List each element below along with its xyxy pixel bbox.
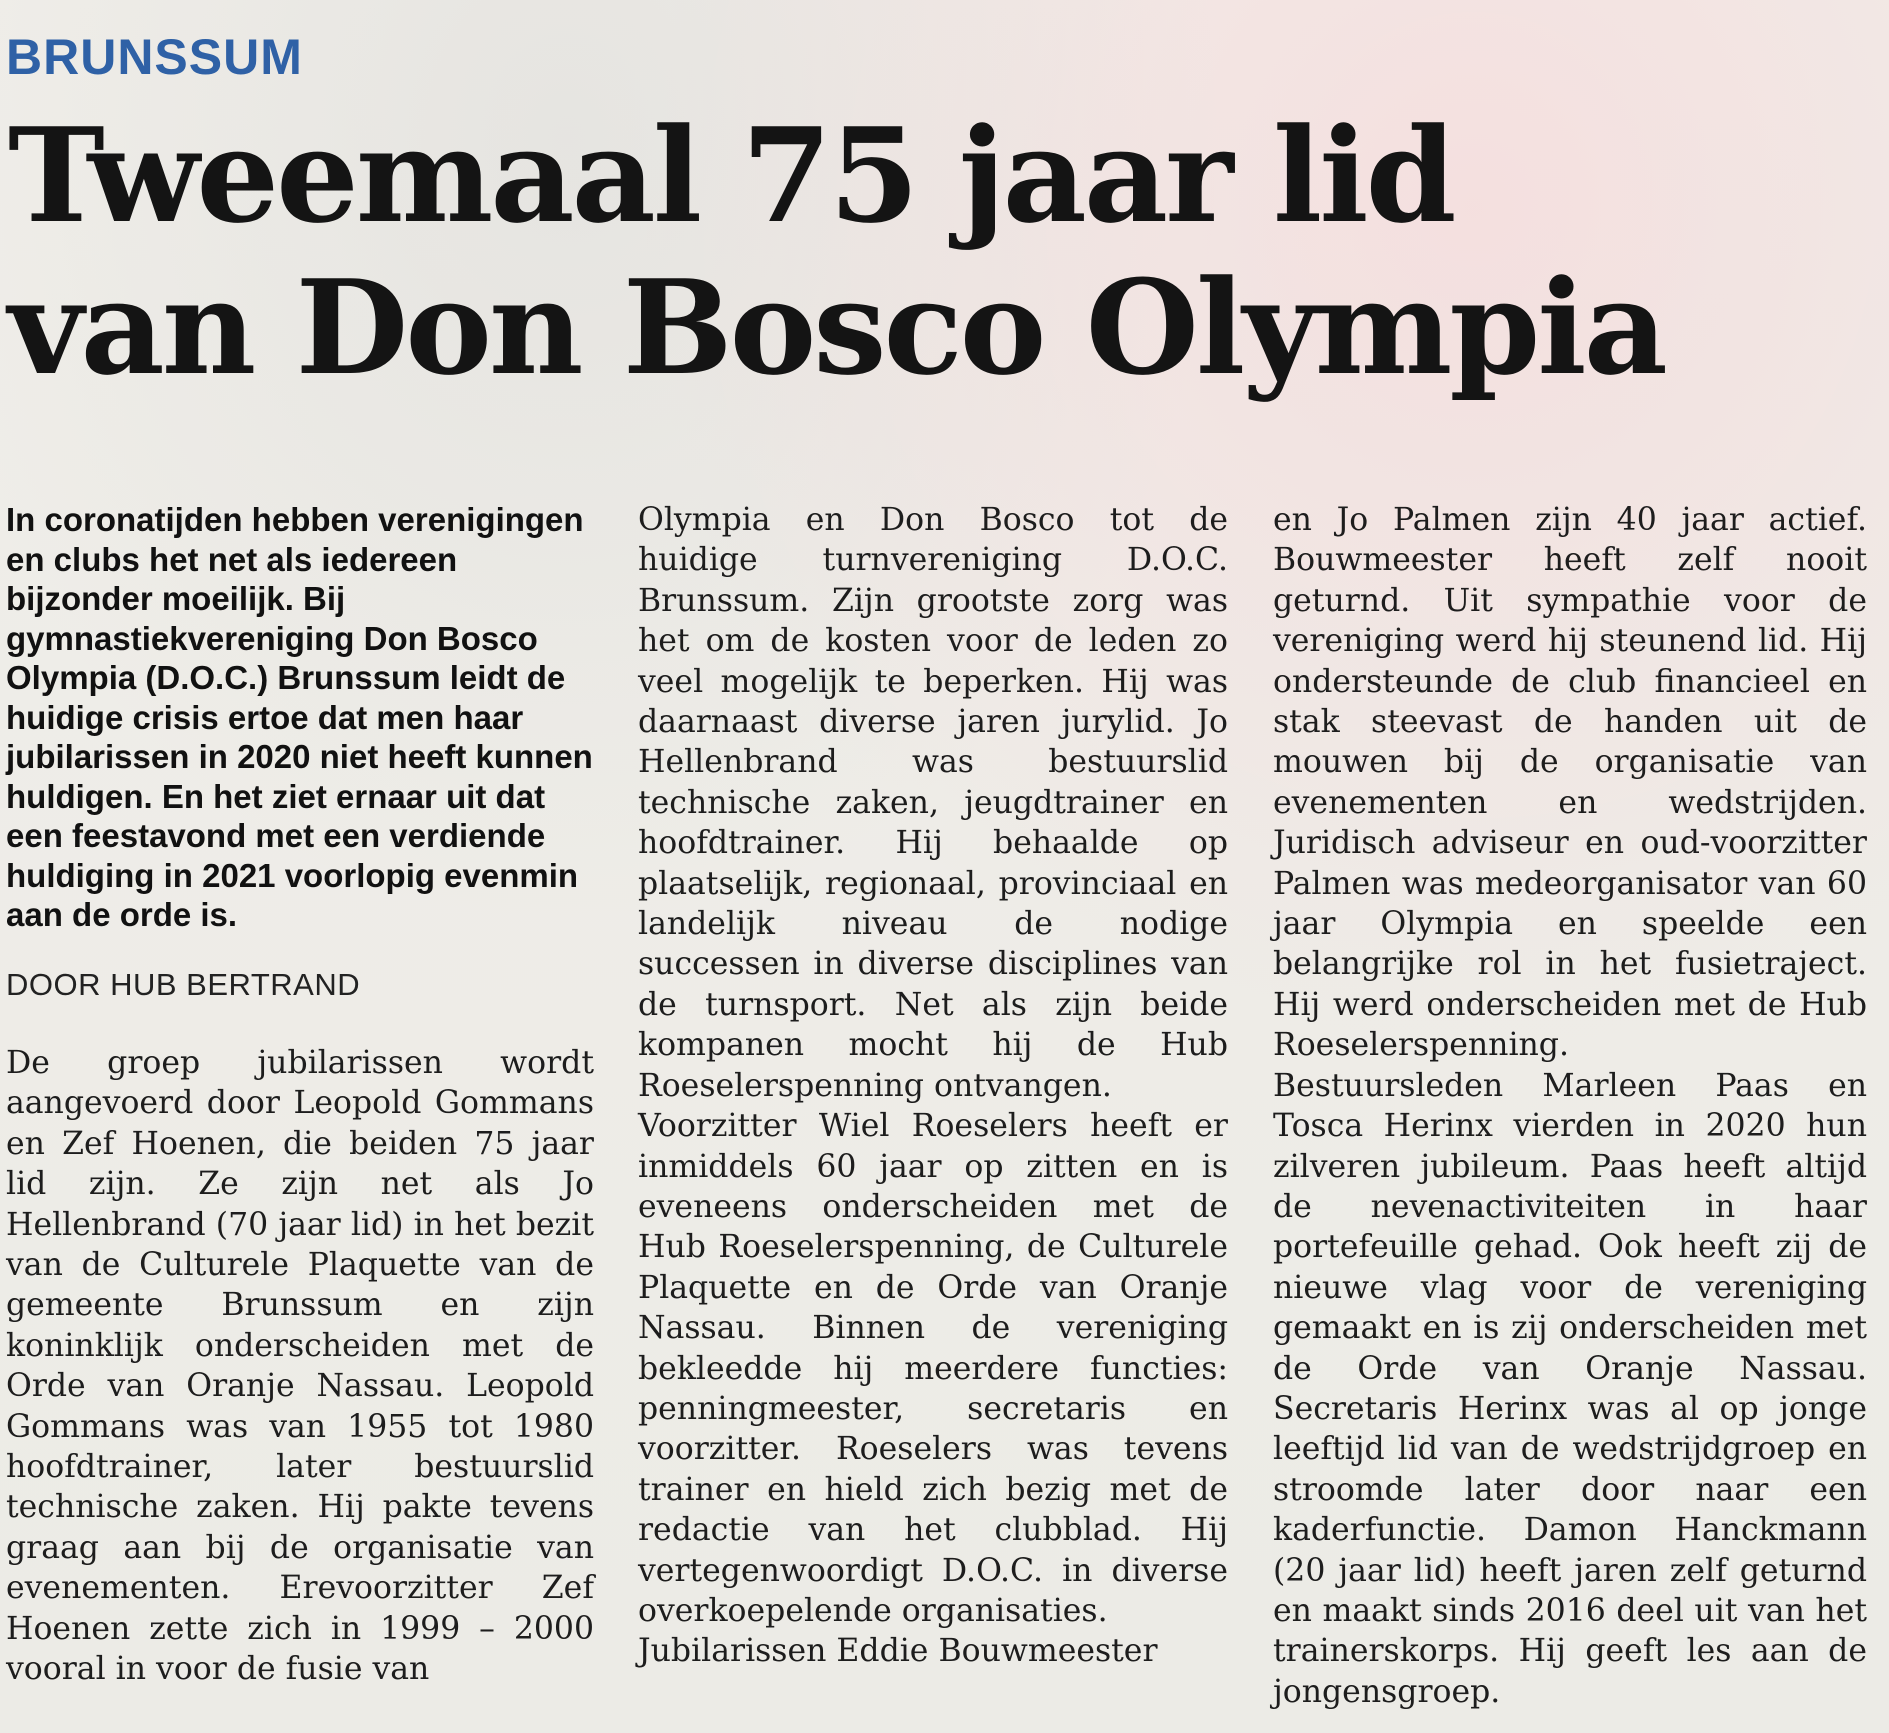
- section-label: BRUNSSUM: [6, 29, 303, 85]
- column-1: [6, 500, 594, 1689]
- headline: [8, 100, 1868, 404]
- headline-line-2: van Don Bosco Olympia: [8, 251, 1665, 404]
- byline: DOOR HUB BERTRAND: [6, 966, 361, 1002]
- column-3: [1273, 500, 1867, 1712]
- body-paragraph: De groep jubilarissen wordt aangevoerd door Leopold Gommans en Zef Hoenen, die beiden 75 jaar lid zijn. Ze zijn net als Jo Hellenbrand (70 jaar lid) in het bezit van de Culturele Plaquette van de gemeente Brunssum en zijn koninklijk onderscheiden met de Orde van Oranje Nassau. Leopold Gommans was van 1955 tot 1980 hoofdtrainer, later bestuurslid technische zaken. Hij pakte tevens graag aan bij de organisatie van evenementen. Erevoorzitter Zef Hoenen zette zich in 1999 – 2000 vooral in voor de fusie van: [6, 1044, 594, 1687]
- body-paragraph: Olympia en Don Bosco tot de huidige turnvereniging D.O.C. Brunssum. Zijn grootste zorg was het om de kosten voor de leden zo veel mogelijk te beperken. Hij was daarnaast diverse jaren jurylid. Jo Hellenbrand was bestuurslid technische zaken, jeugdtrainer en hoofdtrainer. Hij behaalde op plaatselijk, regionaal, provinciaal en landelijk niveau de nodige successen in diverse disciplines van de turnsport. Net als zijn beide kompanen mocht hij de Hub Roeselerspenning ontvangen.: [638, 502, 1228, 1104]
- intro-paragraph: In coronatijden hebben verenigingen en clubs het net als iedereen bijzonder moeilijk. Bij gymnastiekvereniging Don Bosco Olympia (D.O.C.) Brunssum leidt de huidige crisis ertoe dat men haar jubilarissen in 2020 niet heeft kunnen huldigen. En het ziet ernaar uit dat een feestavond met een verdiende huldiging in 2021 voorlopig evenmin aan de orde is.: [6, 501, 593, 933]
- headline-line-1: Tweemaal 75 jaar lid: [8, 99, 1454, 252]
- body-paragraph: Bestuursleden Marleen Paas en Tosca Herinx vierden in 2020 hun zilveren jubileum. Paas heeft altijd de nevenactiviteiten in haar portefeuille gehad. Ook heeft zij de nieuwe vlag voor de vereniging gemaakt en is zij onderscheiden met de Orde van Oranje Nassau. Secretaris Herinx was al op jonge leeftijd lid van de wedstrijdgroep en stroomde later door naar een kaderfunctie. Damon Hanckmann (20 jaar lid) heeft jaren zelf geturnd en maakt sinds 2016 deel uit van het trainerskorps. Hij geeft les aan de jongensgroep.: [1273, 1067, 1867, 1710]
- column-2: [638, 500, 1228, 1672]
- body-paragraph: Jubilarissen Eddie Bouwmeester: [638, 1633, 1158, 1670]
- body-paragraph: en Jo Palmen zijn 40 jaar actief. Bouwmeester heeft zelf nooit geturnd. Uit sympathie voor de vereniging werd hij steunend lid. Hij ondersteunde de club financieel en stak steevast de handen uit de mouwen bij de organisatie van evenementen en wedstrijden. Juridisch adviseur en oud-voorzitter Palmen was medeorganisator van 60 jaar Olympia en speelde een belangrijke rol in het fusietraject. Hij werd onderscheiden met de Hub Roeselerspenning.: [1273, 502, 1867, 1064]
- body-paragraph: Voorzitter Wiel Roeselers heeft er inmiddels 60 jaar op zitten en is eveneens onderscheiden met de Hub Roeselerspenning, de Culturele Plaquette en de Orde van Oranje Nassau. Binnen de vereniging bekleedde hij meerdere functies: penningmeester, secretaris en voorzitter. Roeselers was tevens trainer en hield zich bezig met de redactie van het clubblad. Hij vertegenwoordigt D.O.C. in diverse overkoepelende organisaties.: [638, 1108, 1228, 1629]
